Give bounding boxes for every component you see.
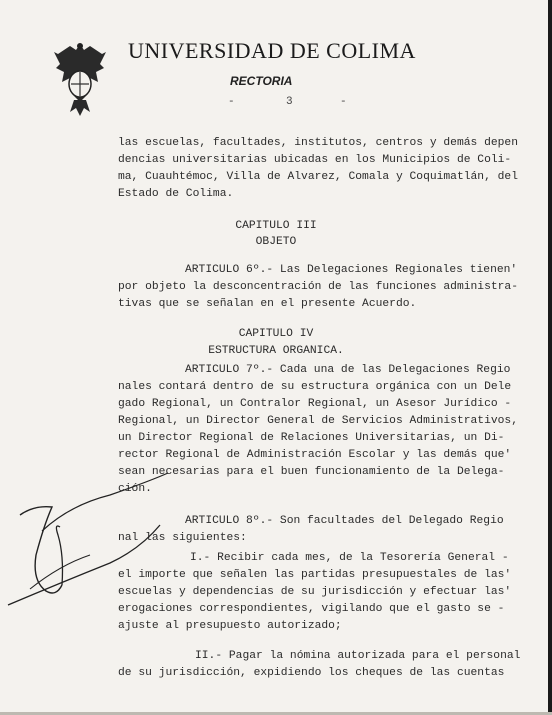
list-item-line: escuelas y dependencias de su jurisdicción y efectuar las' [118,586,512,598]
page-dash-left: - [228,96,235,108]
chapter-title: CAPITULO IV [238,328,314,340]
list-item-line: erogaciones correspondientes, vigilando que el gasto se - [118,603,505,615]
article-line: ARTICULO 6º.- Las Delegaciones Regionales tienen' [185,264,518,276]
article-line: rector Regional de Administración Escolar y las demás que' [118,449,512,461]
article-line: sean necesarias para el buen funcionamiento de la Delega- [118,466,505,478]
page-dash-right: - [340,96,347,108]
article-line: ARTICULO 7º.- Cada una de las Delegaciones Regio [185,364,511,376]
chapter-subtitle: OBJETO [255,236,297,248]
article-line: tivas que se señalan en el presente Acuerdo. [118,298,417,310]
list-item-line: de su jurisdicción, expidiendo los cheques de las cuentas [118,667,505,679]
intro-line: Estado de Colima. [118,188,234,200]
page-number-value: 3 [286,96,293,108]
chapter-title: CAPITULO III [235,220,317,232]
intro-line: ma, Cuauhtémoc, Villa de Alvarez, Comala y Coquimatlán, del [118,171,518,183]
intro-line: las escuelas, facultades, institutos, centros y demás depen [118,137,518,149]
article-line: gado Regional, un Contralor Regional, un Asesor Jurídico - [118,398,512,410]
article-line: por objeto la desconcentración de las funciones administra- [118,281,518,293]
list-item-line: el importe que señalen las partidas presupuestales de las' [118,569,512,581]
article-line: Regional, un Director General de Servicios Administrativos, [118,415,518,427]
article-line: ción. [118,483,152,495]
chapter-subtitle: ESTRUCTURA ORGANICA. [208,345,344,357]
article-line: ARTICULO 8º.- Son facultades del Delegado Regio [185,515,504,527]
article-line: nal las siguientes: [118,532,247,544]
university-seal-icon [50,38,110,118]
article-line: un Director Regional de Relaciones Universitarias, un Di- [118,432,505,444]
institution-title: UNIVERSIDAD DE COLIMA [128,38,416,63]
office-label: RECTORIA [230,74,293,88]
article-line: nales contará dentro de su estructura orgánica con un Dele [118,381,512,393]
handwritten-signature [0,465,200,615]
list-item-line: I.- Recibir cada mes, de la Tesorería General - [190,552,509,564]
list-item-line: ajuste al presupuesto autorizado; [118,620,342,632]
list-item-line: II.- Pagar la nómina autorizada para el personal [195,650,521,662]
intro-line: dencias universitarias ubicadas en los Municipios de Coli- [118,154,512,166]
